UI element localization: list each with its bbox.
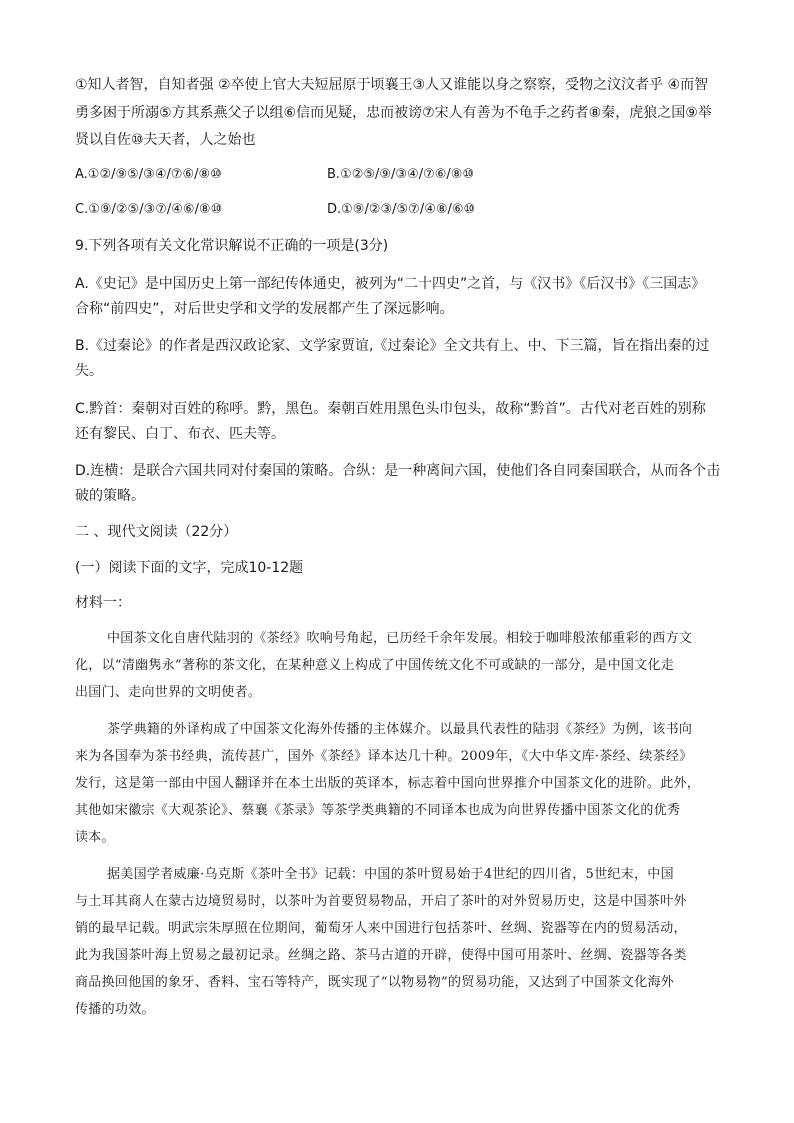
q8-option-c: C.①⑨/②⑤/③⑦/④⑥/⑧⑩: [75, 202, 223, 217]
q8-stem-line-2: 勇多困于所溺⑤方其系燕父子以组⑥信而见疑，忠而被谤⑦宋人有善为不龟手之药者⑧秦，虎狼之国⑨举: [75, 105, 712, 121]
q8-option-b: B.①②⑤/⑨/③④/⑦⑥/⑧⑩: [327, 167, 475, 182]
q9-option-c-line-2: 还有黎民、白丁、布衣、匹夫等。: [75, 426, 285, 442]
passage-p2-line-1: 茶学典籍的外译构成了中国茶文化海外传播的主体媒介。以最具代表性的陆羽《茶经》为例，该书向: [107, 722, 693, 737]
section-heading: 二 、现代文阅读（22分）: [75, 524, 238, 540]
q8-option-a: A.①②/⑨⑤/③④/⑦⑥/⑧⑩: [75, 167, 222, 182]
passage-p2-line-2: 来为各国奉为茶书经典，流传甚广，国外《茶经》译本达几十种。2009年，《大中华文库·茶经、续茶经》: [75, 749, 693, 764]
q8-stem-line-1: ①知人者智，自知者强 ②卒使上官大夫短屈原于顷襄王③人又谁能以身之察察，受物之汶汶者乎 ④而智: [75, 77, 709, 93]
passage-p1-line-1: 中国茶文化自唐代陆羽的《茶经》吹响号角起，已历经千余年发展。相较于咖啡般浓郁重彩的西方文: [107, 631, 693, 646]
passage-p2-line-3: 发行，这是第一部由中国人翻译并在本土出版的英译本，标志着中国向世界推介中国茶文化的进阶。此外，: [75, 776, 701, 791]
passage-p2-line-5: 读本。: [75, 830, 115, 845]
q9-option-a-line-2: 合称“前四史”，对后世史学和文学的发展都产生了深远影响。: [75, 301, 454, 317]
q8-stem-line-3: 贤以自佐⑩夫天者，人之始也: [75, 132, 256, 148]
q9-option-c-line-1: C.黔首：秦朝对百姓的称呼。黔，黑色。秦朝百姓用黑色头巾包头，故称“黔首”。古代对老百姓的别称: [75, 401, 706, 417]
q9-option-b-line-2: 失。: [75, 363, 103, 379]
sub-section-heading: (一）阅读下面的文字，完成10-12题: [75, 560, 304, 576]
passage-p1-line-2: 化，以“清幽隽永”著称的茶文化，在某种意义上构成了中国传统文化不可或缺的一部分，是中国文化走: [75, 658, 675, 673]
passage-p3-line-1: 据美国学者威廉·乌克斯《茶叶全书》记载：中国的茶叶贸易始于4世纪的四川省，5世纪末，中国: [107, 867, 674, 882]
material-label: 材料一：: [75, 595, 131, 611]
q9-option-d-line-2: 破的策略。: [75, 488, 145, 504]
passage-p3-line-3: 销的最早记载。明武宗朱厚照在位期间，葡萄牙人来中国进行包括茶叶、丝绸、瓷器等在内的贸易活动，: [75, 921, 687, 936]
passage-p3-line-2: 与土耳其商人在蒙古边境贸易时，以茶叶为首要贸易物品，开启了茶叶的对外贸易历史，这是中国茶叶外: [75, 894, 687, 909]
passage-p2-line-4: 其他如宋徽宗《大观茶论》、蔡襄《茶录》等茶学类典籍的不同译本也成为向世界传播中国茶文化的优秀: [75, 803, 681, 818]
q9-stem: 9.下列各项有关文化常识解说不正确的一项是(3分): [75, 238, 389, 254]
q9-option-a-line-1: A.《史记》是中国历史上第一部纪传体通史，被列为“二十四史”之首，与《汉书》《后汉书》《三国志》: [75, 276, 706, 292]
passage-p1-line-3: 出国门、走向世界的文明使者。: [75, 685, 262, 700]
passage-p3-line-4: 此为我国茶叶海上贸易之最初记录。丝绸之路、茶马古道的开辟，使得中国可用茶叶、丝绸、瓷器等各类: [75, 948, 687, 963]
passage-p3-line-6: 传播的功效。: [75, 1002, 155, 1017]
q9-option-b-line-1: B.《过秦论》的作者是西汉政论家、文学家贾谊,《过秦论》全文共有上、中、下三篇，旨在指出秦的过: [75, 338, 710, 354]
q8-option-d: D.①⑨/②③/⑤⑦/④⑧/⑥⑩: [327, 202, 476, 217]
passage-p3-line-5: 商品换回他国的象牙、香料、宝石等特产，既实现了“以物易物”的贸易功能，又达到了中国茶文化海外: [75, 975, 675, 990]
q9-option-d-line-1: D.连横：是联合六国共同对付秦国的策略。合纵：是一种离间六国，使他们各自同秦国联合，从而各个击: [75, 463, 721, 479]
